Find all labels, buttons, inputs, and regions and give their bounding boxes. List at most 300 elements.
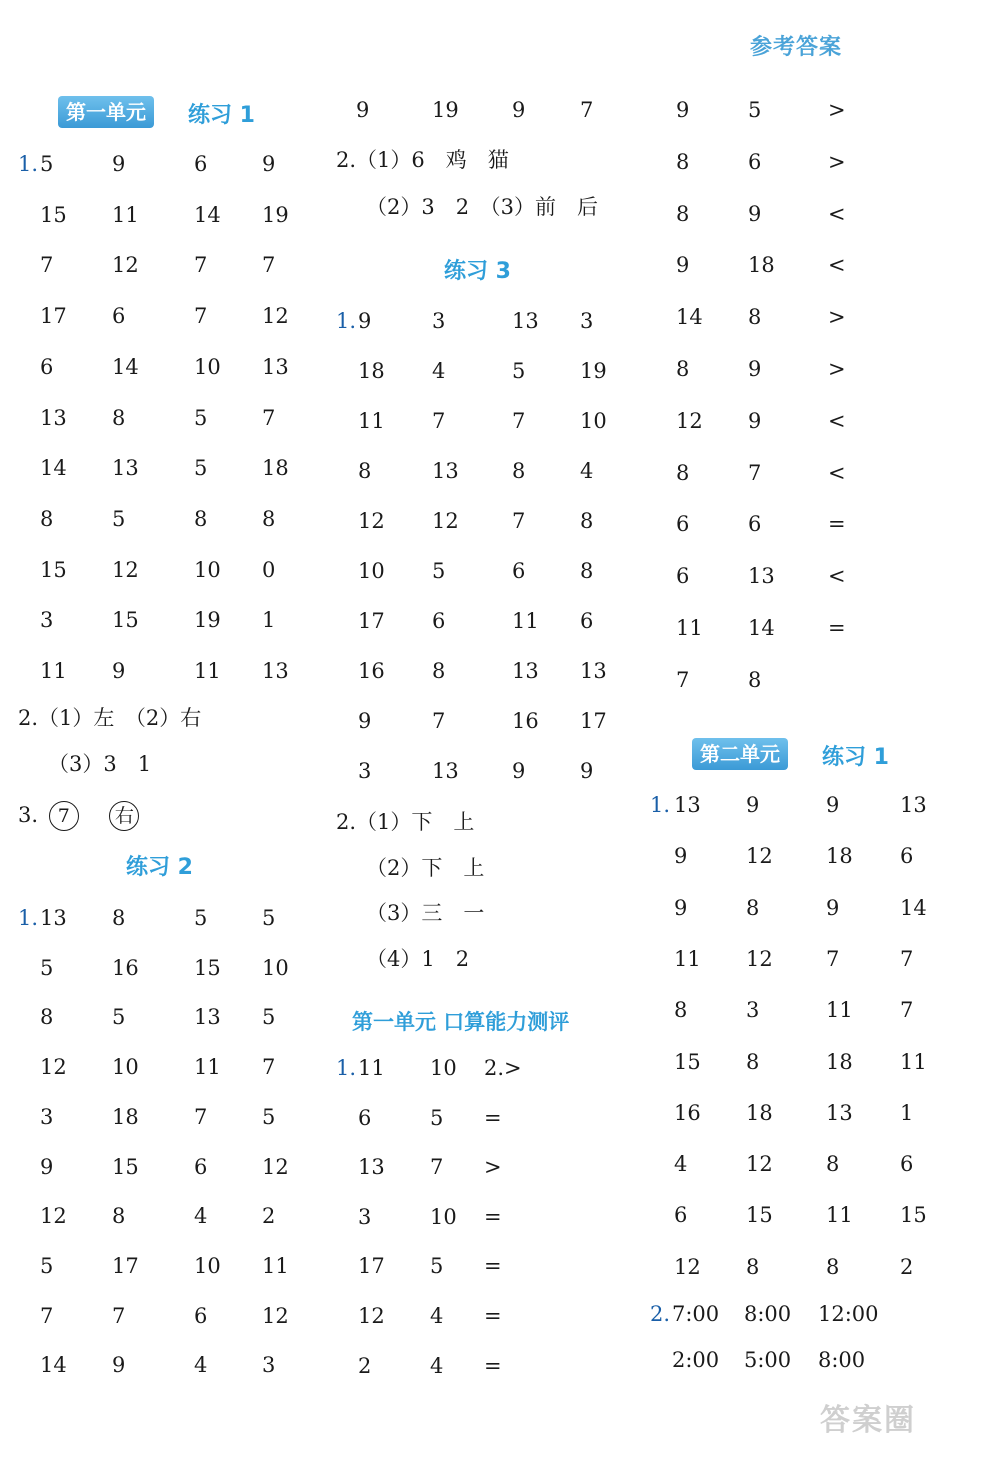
question-label: 1.: [18, 906, 39, 930]
grid-cell: 11: [676, 616, 703, 640]
grid-cell: 8: [262, 506, 276, 531]
grid-cell: <: [828, 201, 846, 226]
grid-cell: 8: [580, 509, 594, 533]
table-row: [336, 651, 636, 691]
c-time-5: 5:00: [744, 1348, 792, 1372]
grid-cell: 8: [746, 895, 760, 920]
grid-cell: 9: [112, 659, 126, 683]
grid-cell: 7: [512, 409, 526, 433]
grid-cell: 5: [112, 1005, 126, 1030]
grid-cell: >: [828, 98, 846, 122]
grid-cell: 3: [746, 998, 760, 1023]
grid-cell: 2: [358, 1353, 372, 1378]
grid-cell: 12: [674, 1254, 701, 1279]
table-row: [336, 751, 636, 791]
answer-line: （3）三 一: [366, 901, 485, 925]
question-label: 1.: [650, 793, 671, 817]
grid-cell: 12: [432, 509, 459, 533]
table-row: [650, 245, 990, 285]
grid-cell: 7: [748, 460, 762, 485]
grid-cell: 19: [262, 202, 289, 227]
grid-cell: 6: [194, 1154, 208, 1179]
grid-cell: 12: [358, 1304, 385, 1328]
grid-cell: 6: [194, 1303, 208, 1328]
table-row: [18, 499, 318, 539]
grid-cell: 14: [748, 616, 775, 640]
grid-cell: 8: [746, 1254, 760, 1279]
grid-cell: 13: [262, 659, 289, 683]
grid-cell: 12: [40, 1204, 67, 1229]
grid-cell: 11: [112, 202, 139, 227]
grid-cell: 8: [676, 460, 690, 485]
table-row: [336, 501, 636, 541]
grid-cell: 8: [432, 659, 446, 683]
grid-cell: 8: [826, 1254, 840, 1279]
grid-cell: 12: [746, 844, 773, 869]
table-row: [336, 601, 636, 641]
grid-cell: 8: [580, 559, 594, 583]
grid-cell: 13: [432, 459, 459, 483]
grid-cell: 5: [194, 405, 208, 430]
grid-cell: 4: [430, 1304, 444, 1328]
grid-cell: >: [828, 305, 846, 330]
table-row: [18, 1147, 318, 1187]
b-q2-line1: 2.（1）6 鸡 猫: [336, 148, 509, 172]
grid-cell: 13: [194, 1005, 221, 1030]
grid-cell: 6: [358, 1105, 372, 1130]
a-q2-line2: （3）3 1: [48, 752, 152, 776]
grid-cell: 7: [676, 667, 690, 692]
b-q2-line2: （2）3 2 （3）前 后: [366, 195, 598, 219]
grid-cell: =: [484, 1204, 502, 1229]
grid-cell: 3: [580, 309, 594, 333]
grid-cell: 15: [900, 1203, 927, 1228]
grid-cell: 12: [746, 1152, 773, 1177]
grid-cell: 18: [748, 253, 775, 278]
table-row: [336, 351, 636, 391]
grid-cell: 4: [432, 359, 446, 383]
grid-cell: 14: [40, 1353, 67, 1378]
section-title-ex2: 练习 2: [126, 855, 193, 880]
grid-cell: 7: [900, 946, 914, 971]
grid-cell: 0: [262, 557, 276, 582]
table-row: [18, 195, 318, 235]
grid-cell: 9: [748, 357, 762, 381]
grid-cell: 1: [900, 1100, 914, 1125]
grid-cell: =: [484, 1353, 502, 1378]
grid-cell: 18: [262, 456, 289, 481]
grid-cell: 4: [194, 1204, 208, 1229]
grid-cell: 9: [674, 844, 688, 869]
c-time-3: 12:00: [818, 1302, 879, 1326]
grid-cell: 13: [512, 309, 539, 333]
grid-cell: 13: [580, 659, 607, 683]
table-row: [18, 398, 318, 438]
table-row: [650, 504, 990, 544]
grid-cell: 5: [194, 456, 208, 481]
grid-cell: 10: [358, 559, 385, 583]
grid-cell: 13: [40, 906, 67, 930]
grid-cell: 9: [580, 759, 594, 783]
table-row: [18, 1047, 318, 1087]
grid-cell: 1: [262, 608, 276, 633]
grid-cell: 15: [112, 1154, 139, 1179]
table-row: [650, 990, 990, 1030]
watermark-logo: 答案圈: [820, 1403, 916, 1438]
grid-cell: 6: [40, 354, 54, 379]
grid-cell: =: [484, 1304, 502, 1328]
grid-cell: 8: [40, 506, 54, 531]
grid-cell: 14: [40, 456, 67, 481]
grid-cell: 5: [430, 1254, 444, 1279]
grid-cell: 8: [358, 459, 372, 483]
grid-cell: 9: [112, 152, 126, 176]
grid-cell: 8: [512, 459, 526, 483]
grid-cell: =: [828, 616, 846, 640]
table-row: [336, 1296, 636, 1336]
grid-cell: <: [828, 253, 846, 278]
grid-cell: <: [828, 460, 846, 485]
grid-cell: 5: [40, 152, 54, 176]
c-time-6: 8:00: [818, 1348, 866, 1372]
table-row: [650, 1144, 990, 1184]
table-row: [650, 194, 990, 234]
grid-cell: 9: [748, 201, 762, 226]
grid-cell: 5: [40, 1253, 54, 1278]
grid-cell: 15: [674, 1049, 701, 1074]
question-label: 1.: [18, 152, 39, 176]
grid-cell: 6: [194, 152, 208, 176]
grid-cell: 10: [194, 354, 221, 379]
grid-cell: 11: [358, 409, 385, 433]
table-row: [336, 1147, 636, 1187]
table-row: [18, 651, 318, 691]
grid-cell: 12: [262, 1303, 289, 1328]
grid-cell: 9: [676, 253, 690, 278]
grid-cell: 18: [358, 359, 385, 383]
grid-cell: 8: [112, 906, 126, 930]
grid-cell: 7: [262, 1055, 276, 1080]
grid-cell: 14: [112, 354, 139, 379]
grid-cell: >: [484, 1155, 502, 1180]
grid-cell: 11: [826, 998, 853, 1023]
grid-cell: 10: [580, 409, 607, 433]
table-row: [650, 1247, 990, 1287]
grid-cell: 6: [674, 1203, 688, 1228]
c-time-2: 8:00: [744, 1302, 792, 1326]
table-row: [18, 448, 318, 488]
grid-cell: 17: [358, 609, 385, 633]
grid-cell: 7: [826, 946, 840, 971]
grid-cell: 11: [358, 1056, 385, 1080]
grid-cell: 15: [40, 557, 67, 582]
grid-cell: 5: [430, 1105, 444, 1130]
grid-cell: 13: [674, 793, 701, 817]
grid-cell: 6: [900, 1152, 914, 1177]
grid-cell: 12: [262, 1154, 289, 1179]
table-row: [18, 1196, 318, 1236]
grid-cell: 8: [748, 667, 762, 692]
grid-cell: 3: [432, 309, 446, 333]
grid-cell: 5: [112, 506, 126, 531]
grid-cell: 15: [40, 202, 67, 227]
table-row: [18, 898, 318, 938]
grid-cell: 6: [512, 559, 526, 583]
grid-cell: 3: [358, 759, 372, 783]
grid-cell: 8: [746, 1049, 760, 1074]
section-title-ex1: 练习 1: [188, 103, 255, 128]
grid-cell: 11: [674, 946, 701, 971]
grid-cell: 2: [900, 1254, 914, 1279]
grid-cell: 18: [112, 1104, 139, 1129]
section-title-ex3: 练习 3: [444, 259, 511, 284]
grid-cell: <: [828, 408, 846, 433]
table-row: [18, 600, 318, 640]
table-row: [650, 785, 990, 825]
section-title-test: 第一单元 口算能力测评: [352, 1010, 570, 1034]
table-row: [650, 939, 990, 979]
grid-cell: =: [484, 1254, 502, 1279]
grid-cell: 7: [262, 253, 276, 278]
table-row: [650, 1042, 990, 1082]
table-row: [336, 1197, 636, 1237]
grid-cell: 8: [112, 1204, 126, 1229]
grid-cell: 11: [900, 1049, 927, 1074]
grid-cell: 11: [262, 1253, 289, 1278]
c-times-label: 2.: [650, 1302, 671, 1326]
grid-cell: 7: [262, 405, 276, 430]
table-row: [18, 245, 318, 285]
table-row: [650, 1093, 990, 1133]
c-times-row1: [650, 1294, 879, 1334]
a-q3-circled-b: 右: [109, 801, 139, 831]
table-row: [18, 948, 318, 988]
grid-cell: 19: [194, 608, 221, 633]
table-row: [18, 1345, 318, 1385]
grid-cell: 10: [194, 1253, 221, 1278]
grid-cell: 13: [826, 1100, 853, 1125]
grid-cell: 14: [194, 202, 221, 227]
table-row: [18, 347, 318, 387]
grid-cell: 9: [356, 98, 370, 122]
grid-cell: 14: [676, 305, 703, 330]
grid-cell: 18: [746, 1100, 773, 1125]
grid-cell: 8: [676, 201, 690, 226]
grid-cell: 3: [40, 608, 54, 633]
answer-line: 2.（1）下 上: [336, 810, 475, 834]
grid-cell: 6: [580, 609, 594, 633]
table-row: [650, 142, 990, 182]
unit-badge-1: 第一单元: [58, 96, 154, 128]
unit-badge-2: 第二单元: [692, 738, 788, 770]
grid-cell: 5: [432, 559, 446, 583]
grid-cell: 8: [676, 149, 690, 174]
grid-cell: 15: [194, 955, 221, 980]
grid-cell: >: [828, 357, 846, 381]
grid-cell: 9: [358, 309, 372, 333]
grid-cell: 9: [826, 895, 840, 920]
grid-cell: 17: [112, 1253, 139, 1278]
grid-cell: 16: [512, 709, 539, 733]
grid-cell: 5: [194, 906, 208, 930]
grid-cell: 9: [40, 1154, 54, 1179]
grid-cell: 4: [580, 459, 594, 483]
table-row: [650, 608, 990, 648]
grid-cell: 16: [674, 1100, 701, 1125]
grid-cell: 4: [194, 1353, 208, 1378]
grid-cell: 10: [194, 557, 221, 582]
grid-cell: 6: [676, 512, 690, 537]
grid-cell: 17: [40, 304, 67, 329]
grid-cell: 13: [900, 793, 927, 817]
grid-cell: >: [828, 149, 846, 174]
grid-cell: 13: [358, 1155, 385, 1180]
a-q3-circled-a: 7: [49, 801, 79, 831]
grid-cell: 10: [430, 1056, 457, 1080]
grid-cell: 3: [358, 1204, 372, 1229]
grid-cell: 19: [432, 98, 459, 122]
grid-cell: 9: [748, 408, 762, 433]
grid-cell: 7: [580, 98, 594, 122]
grid-cell: 9: [512, 759, 526, 783]
answer-line: （2）下 上: [366, 855, 485, 880]
grid-cell: 9: [674, 895, 688, 920]
grid-cell: 8: [748, 305, 762, 330]
grid-cell: 7: [194, 304, 208, 329]
grid-cell: =: [828, 512, 846, 537]
grid-cell: 7: [432, 709, 446, 733]
grid-cell: 7: [40, 1303, 54, 1328]
grid-cell: 8: [40, 1005, 54, 1030]
grid-cell: 2: [262, 1204, 276, 1229]
grid-cell: 10: [430, 1204, 457, 1229]
grid-cell: 6: [748, 149, 762, 174]
table-row: [18, 1246, 318, 1286]
grid-cell: 6: [676, 564, 690, 589]
grid-cell: 11: [194, 659, 221, 683]
grid-cell: 13: [748, 564, 775, 589]
grid-cell: 12: [112, 253, 139, 278]
grid-cell: 6: [748, 512, 762, 537]
table-row: [650, 349, 990, 389]
grid-cell: 4: [674, 1152, 688, 1177]
grid-cell: 7: [40, 253, 54, 278]
a-q2-line1: 2.（1）左 （2）右: [18, 706, 202, 730]
grid-cell: 9: [112, 1353, 126, 1378]
grid-cell: 12: [40, 1055, 67, 1080]
grid-cell: 5: [748, 98, 762, 122]
grid-cell: 3: [40, 1104, 54, 1129]
grid-cell: 13: [512, 659, 539, 683]
grid-cell: 13: [112, 456, 139, 481]
table-row: [650, 453, 990, 493]
table-row: [650, 401, 990, 441]
grid-cell: 12: [262, 304, 289, 329]
grid-cell: 11: [194, 1055, 221, 1080]
grid-cell: 15: [112, 608, 139, 633]
grid-cell: 12: [112, 557, 139, 582]
table-row: [650, 660, 990, 700]
grid-cell: 5: [512, 359, 526, 383]
grid-cell: 5: [262, 1104, 276, 1129]
section-title-u2-ex1: 练习 1: [822, 745, 889, 770]
table-row: [18, 1097, 318, 1137]
table-row: [18, 144, 318, 184]
grid-cell: 10: [112, 1055, 139, 1080]
grid-cell: <: [828, 564, 846, 589]
table-row: [18, 997, 318, 1037]
grid-cell: 12: [358, 509, 385, 533]
grid-cell: 16: [112, 955, 139, 980]
grid-cell: 6: [112, 304, 126, 329]
grid-cell: 7: [512, 509, 526, 533]
table-row: [650, 297, 990, 337]
grid-cell: 5: [262, 906, 276, 930]
grid-cell: 8: [194, 506, 208, 531]
grid-cell: 9: [826, 793, 840, 817]
grid-cell: 7: [194, 1104, 208, 1129]
grid-cell: 7: [430, 1155, 444, 1180]
grid-cell: 7: [900, 998, 914, 1023]
grid-cell: 4: [430, 1353, 444, 1378]
table-row: [336, 1048, 636, 1088]
grid-cell: 13: [432, 759, 459, 783]
table-row: [650, 888, 990, 928]
grid-cell: 11: [512, 609, 539, 633]
grid-cell: 10: [262, 955, 289, 980]
grid-cell: 11: [826, 1203, 853, 1228]
table-row: [18, 550, 318, 590]
answer-line: （4）1 2: [366, 946, 470, 971]
grid-cell: 12: [746, 946, 773, 971]
grid-cell: 5: [262, 1005, 276, 1030]
table-row: [650, 90, 990, 130]
grid-cell: 13: [40, 405, 67, 430]
grid-cell: 16: [358, 659, 385, 683]
grid-cell: 3: [262, 1353, 276, 1378]
table-row: [336, 551, 636, 591]
grid-cell: 5: [40, 955, 54, 980]
grid-cell: 8: [826, 1152, 840, 1177]
table-row: [336, 1346, 636, 1386]
grid-cell: 13: [262, 354, 289, 379]
table-row: [650, 556, 990, 596]
grid-cell: 7: [194, 253, 208, 278]
grid-cell: 7: [432, 409, 446, 433]
grid-cell: 8: [112, 405, 126, 430]
grid-cell: 6: [900, 844, 914, 869]
grid-cell: 9: [746, 793, 760, 817]
c-time-4: 2:00: [672, 1348, 720, 1372]
table-row: [336, 301, 636, 341]
table-row: [336, 1246, 636, 1286]
grid-cell: 9: [512, 98, 526, 122]
table-row: [18, 1296, 318, 1336]
grid-cell: =: [484, 1105, 502, 1130]
table-row: [336, 90, 636, 130]
grid-cell: 6: [432, 609, 446, 633]
question-label: 1.: [336, 1056, 357, 1080]
c-time-1: 7:00: [672, 1302, 720, 1326]
a-q3-label: 3.: [18, 803, 39, 827]
grid-cell: 14: [900, 895, 927, 920]
grid-cell: 8: [674, 998, 688, 1023]
table-row: [336, 701, 636, 741]
grid-cell: 9: [358, 709, 372, 733]
grid-cell: 18: [826, 1049, 853, 1074]
question-label: 1.: [336, 309, 357, 333]
table-row: [336, 1098, 636, 1138]
